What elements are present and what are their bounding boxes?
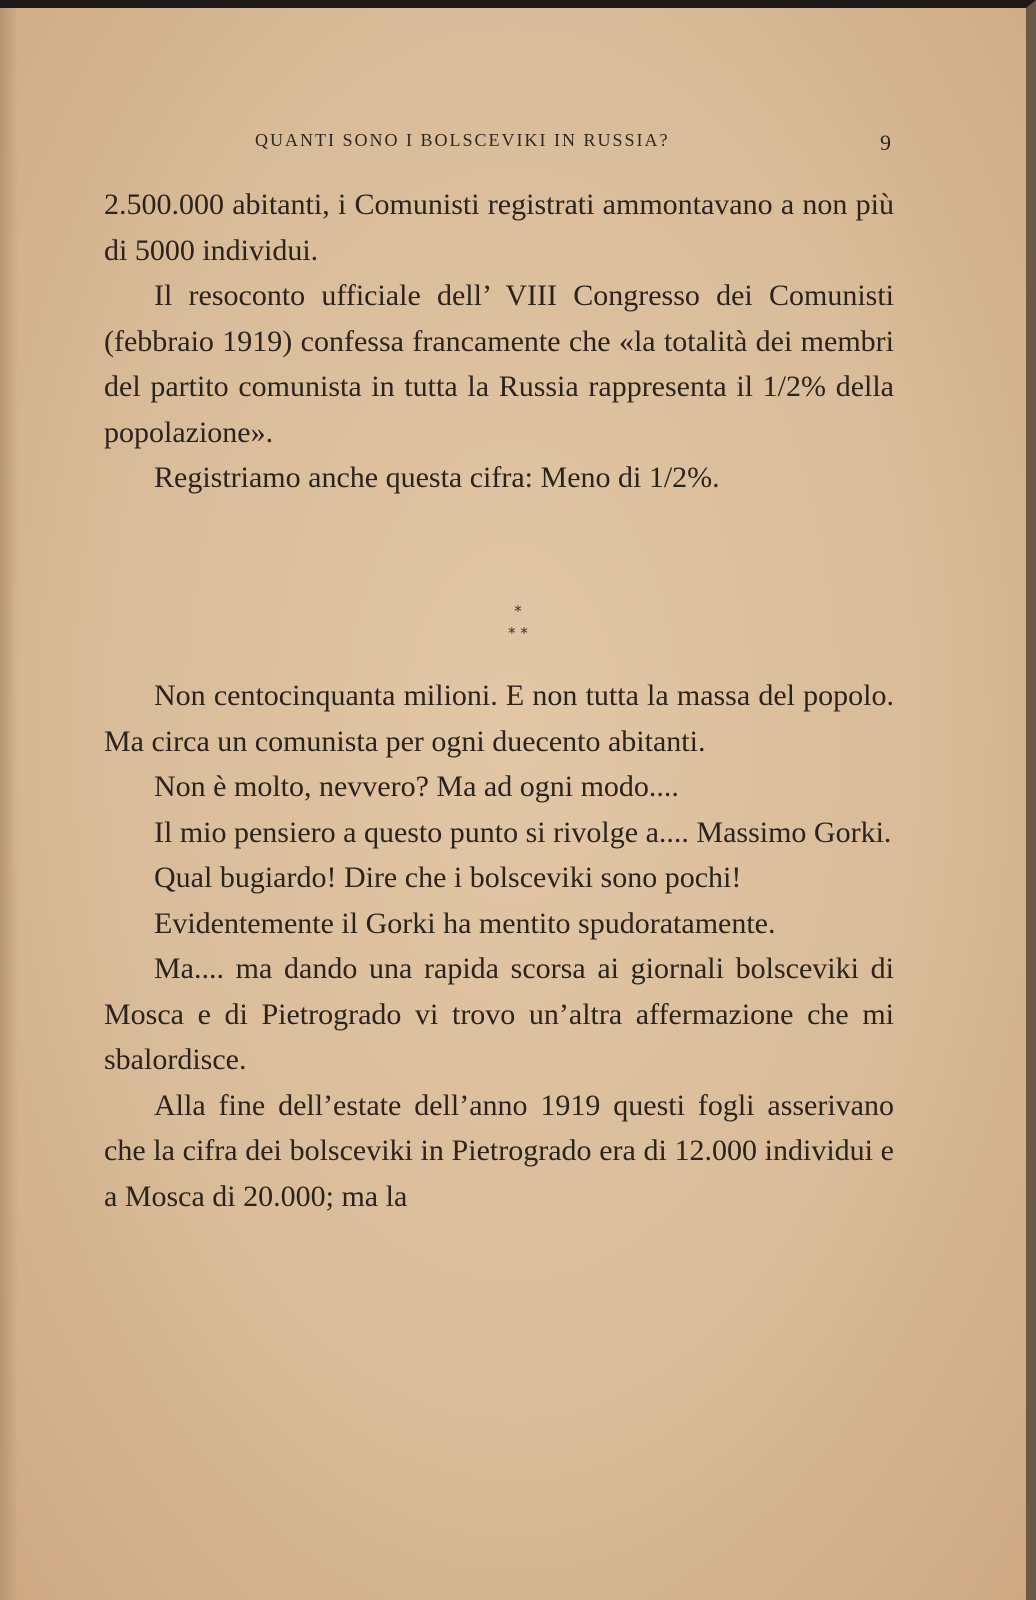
paragraph-evidentemente: Evidentemente il Gorki ha mentito spudoratamente. bbox=[154, 906, 776, 940]
paragraph-bugiardo: Qual bugiardo! Dire che i bolsceviki sono pochi! bbox=[154, 861, 742, 894]
paragraph-pensiero: Il mio pensiero a questo punto si rivolge a.... Massimo Gorki. bbox=[154, 815, 892, 849]
text-section-2 bbox=[104, 673, 894, 1219]
asterism-divider bbox=[478, 600, 558, 644]
paragraph-figure: Registriamo anche questa cifra: Meno di 1/2%. bbox=[154, 461, 720, 494]
text-section-1 bbox=[104, 182, 894, 501]
page-number: 9 bbox=[880, 130, 891, 155]
paragraph-non-centocinquanta: Non centocinquanta milioni. E non tutta la massa del popolo. Ma circa un comunista per ogni duecento abitanti. bbox=[104, 679, 894, 758]
paragraph-fine-estate: Alla fine dell’estate dell’anno 1919 questi fogli asserivano che la cifra dei bolsceviki in Pietrogrado era di 12.000 individui e a Mosca di 20.000; ma la bbox=[104, 1088, 894, 1213]
paragraph-continuation: 2.500.000 abitanti, i Comunisti registrati ammontavano a non più di 5000 individui. bbox=[104, 188, 894, 267]
asterism-bottom: * * bbox=[508, 624, 528, 642]
paragraph-giornali: Ma.... ma dando una rapida scorsa ai giornali bolsceviki di Mosca e di Pietrogrado vi trovo un’altra affermazione che mi sbalordisce. bbox=[104, 952, 894, 1076]
asterism-top: * bbox=[514, 602, 522, 620]
paragraph-congress-report: Il resoconto ufficiale dell’ VIII Congresso dei Comunisti (febbraio 1919) confessa francamente che «la totalità dei membri del partito comunista in tutta la Russia rappresenta il 1/2% della popolazione». bbox=[104, 279, 894, 449]
running-head: QUANTI SONO I BOLSCEVIKI IN RUSSIA? bbox=[255, 130, 670, 150]
paragraph-non-e-molto: Non è molto, nevvero? Ma ad ogni modo.... bbox=[154, 770, 679, 803]
